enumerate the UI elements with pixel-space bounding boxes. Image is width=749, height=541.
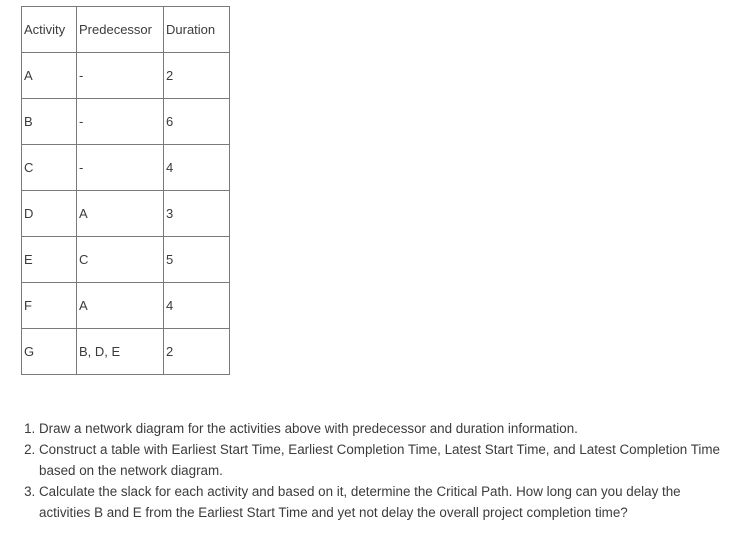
header-duration: Duration bbox=[164, 7, 230, 53]
question-item: 1. Draw a network diagram for the activities above with predecessor and duration information. bbox=[39, 418, 735, 439]
cell-predecessor: - bbox=[77, 145, 164, 191]
table-row bbox=[22, 283, 230, 329]
cell-predecessor: - bbox=[77, 99, 164, 145]
cell-activity: B bbox=[22, 99, 77, 145]
table-row bbox=[22, 237, 230, 283]
question-item: 3. Calculate the slack for each activity and based on it, determine the Critical Path. How long can you delay the activities B and E from the Earliest Start Time and yet not delay the overall project completion time? bbox=[39, 481, 735, 523]
question-item: 2. Construct a table with Earliest Start Time, Earliest Completion Time, Latest Start Time, and Latest Completion Time based on the network diagram. bbox=[39, 439, 735, 481]
table-row bbox=[22, 145, 230, 191]
cell-predecessor: B, D, E bbox=[77, 329, 164, 375]
cell-duration: 3 bbox=[164, 191, 230, 237]
table-header-row bbox=[22, 7, 230, 53]
cell-duration: 4 bbox=[164, 145, 230, 191]
header-predecessor: Predecessor bbox=[77, 7, 164, 53]
cell-activity: E bbox=[22, 237, 77, 283]
activity-table bbox=[21, 6, 230, 375]
cell-predecessor: - bbox=[77, 53, 164, 99]
question-list bbox=[0, 418, 735, 523]
cell-duration: 2 bbox=[164, 53, 230, 99]
cell-predecessor: C bbox=[77, 237, 164, 283]
table-row bbox=[22, 53, 230, 99]
cell-predecessor: A bbox=[77, 191, 164, 237]
header-activity: Activity bbox=[22, 7, 77, 53]
cell-duration: 6 bbox=[164, 99, 230, 145]
table-row bbox=[22, 329, 230, 375]
cell-duration: 2 bbox=[164, 329, 230, 375]
cell-activity: A bbox=[22, 53, 77, 99]
cell-predecessor: A bbox=[77, 283, 164, 329]
cell-activity: F bbox=[22, 283, 77, 329]
cell-duration: 5 bbox=[164, 237, 230, 283]
cell-activity: C bbox=[22, 145, 77, 191]
cell-activity: G bbox=[22, 329, 77, 375]
cell-duration: 4 bbox=[164, 283, 230, 329]
table-row bbox=[22, 99, 230, 145]
table-row bbox=[22, 191, 230, 237]
cell-activity: D bbox=[22, 191, 77, 237]
